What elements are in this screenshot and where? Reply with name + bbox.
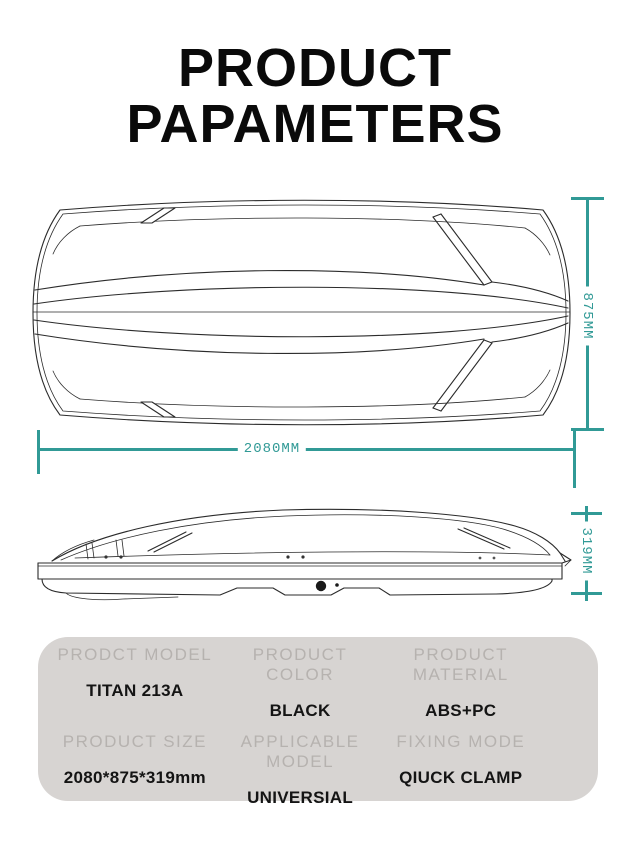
spec-value: UNIVERSIAL [247,788,354,807]
roof-box-side-view-drawing [28,502,573,604]
dimension-cap [571,592,602,595]
spec-cell-applicable-model [232,732,369,808]
spec-label: PRODUCT MATERIAL [412,645,509,684]
spec-label: APPLICABLE MODEL [240,732,360,771]
spec-value: TITAN 213A [86,681,184,700]
spec-cell-product-material [368,645,553,721]
spec-value: 2080*875*319mm [63,768,206,787]
dimension-cap [571,512,602,515]
spec-cell-product-model [38,645,232,721]
dimension-cap [573,430,576,488]
spec-label: PRODUCT SIZE [62,732,207,751]
dimension-319-label: 319MM [576,521,596,580]
dimension-875-label: 875MM [577,286,597,345]
page-title [0,40,630,152]
spec-cell-fixing-mode [368,732,553,808]
title-line-2: PAPAMETERS [126,94,504,154]
title-line-1: PRODUCT [178,38,452,98]
spec-value: BLACK [269,701,331,720]
dimension-cap [571,197,604,200]
spec-row-2 [38,732,598,808]
dimension-line [38,448,575,451]
spec-panel [38,637,598,807]
lock-icon [316,581,326,591]
spec-label: FIXING MODE [396,732,526,751]
spec-label: PRODCT MODEL [57,645,213,664]
dimension-cap [37,430,40,474]
spec-value: QIUCK CLAMP [399,768,523,787]
dimension-2080-label: 2080MM [238,439,306,459]
spec-label: PRODUCT COLOR [252,645,348,684]
roof-box-top-view-drawing [28,194,573,430]
spec-value: ABS+PC [425,701,497,720]
spec-cell-product-size [38,732,232,808]
spec-cell-product-color [232,645,369,721]
spec-row-1 [38,645,598,721]
